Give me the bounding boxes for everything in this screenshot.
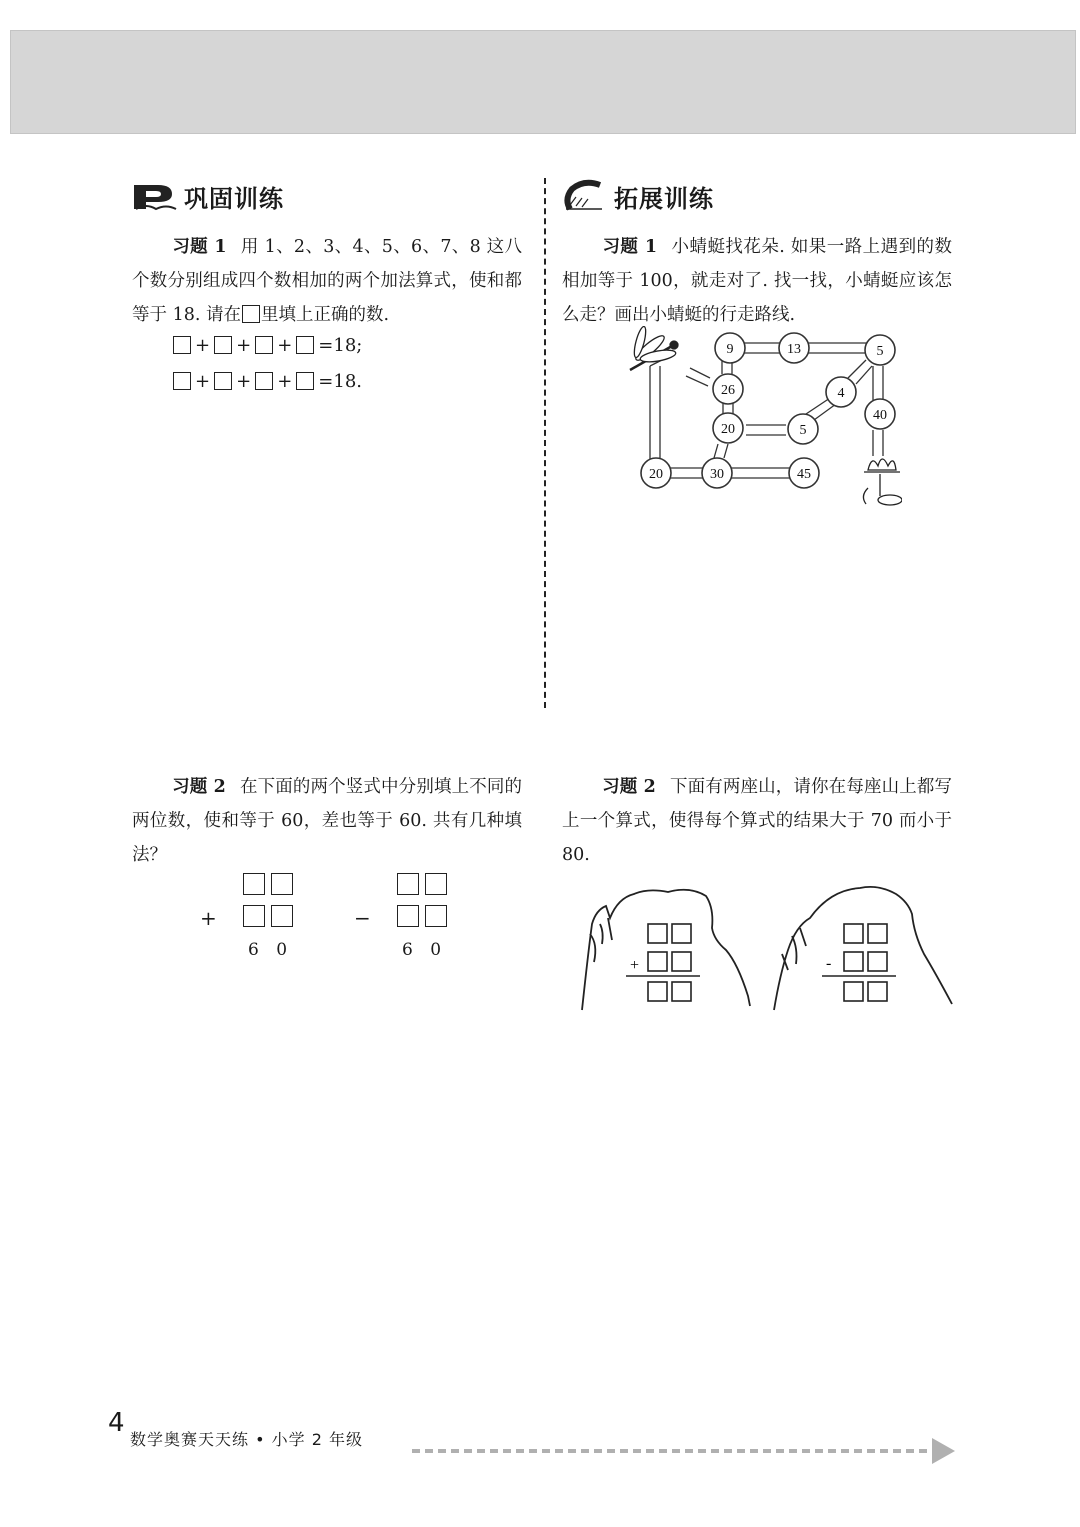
lotus-icon (863, 459, 902, 505)
maze-node: 40 (873, 408, 887, 423)
vertical-box (425, 905, 447, 927)
vertical-box (271, 905, 293, 927)
blank-box (296, 336, 314, 354)
section-logo-icon (562, 179, 608, 213)
section-logo-icon (132, 179, 178, 213)
vertical-box (397, 905, 419, 927)
plus-sign: + (200, 906, 217, 930)
left-section-heading: 巩固训练 (132, 178, 284, 214)
blank-box (214, 372, 232, 390)
maze-node: 13 (787, 342, 801, 357)
maze-node: 20 (721, 422, 735, 437)
book-title: 数学奥赛天天练 • 小学 2 年级 (130, 1430, 363, 1449)
mountains-figure (578, 884, 956, 1014)
maze-node: 20 (649, 467, 663, 482)
vertical-box (243, 905, 265, 927)
maze-node: 30 (710, 467, 724, 482)
blank-box (214, 336, 232, 354)
maze-node: 5 (799, 423, 807, 438)
vertical-box (243, 873, 265, 895)
page-number: 4 (108, 1408, 125, 1438)
right-section-heading: 拓展训练 (562, 178, 714, 214)
mountain-minus-sign: - (826, 955, 832, 972)
equation-row: + + + =18. (172, 364, 365, 398)
footer-arrow (412, 1436, 957, 1466)
vertical-difference-result: 6 0 (402, 940, 448, 960)
maze-node: 5 (876, 344, 884, 359)
vertical-box (397, 873, 419, 895)
vertical-sum-result: 6 0 (248, 940, 294, 960)
blank-box (173, 336, 191, 354)
vertical-box (271, 873, 293, 895)
blank-box (242, 305, 260, 323)
blank-box (296, 372, 314, 390)
right-ex1-text: 习题 1 小蜻蜓找花朵. 如果一路上遇到的数相加等于 100，就走对了. 找一找，小蜻蜓应该怎么走？画出小蜻蜓的行走路线. (562, 237, 952, 325)
dragonfly-maze-figure (610, 326, 902, 510)
column-divider (544, 178, 546, 708)
maze-node: 26 (721, 383, 735, 398)
vertical-box (425, 873, 447, 895)
mountain-plus-sign: + (630, 957, 640, 974)
maze-node: 4 (837, 386, 845, 401)
left-ex1-text: 习题 1 用 1、2、3、4、5、6、7、8 这八个数分别组成四个数相加的两个加法算式，使和都等于 18. 请在 里填上正确的数. (132, 237, 522, 325)
blank-box (255, 336, 273, 354)
mountain-left-texture (590, 918, 612, 962)
header-banner (10, 30, 1076, 134)
blank-box (173, 372, 191, 390)
maze-node: 45 (797, 467, 811, 482)
left-ex2-text: 习题 2 在下面的两个竖式中分别填上不同的两位数，使和等于 60，差也等于 60. 共有几种填法？ (132, 777, 523, 865)
maze-node: 9 (726, 342, 734, 357)
equation-row: + + + =18; (172, 328, 365, 362)
blank-box (255, 372, 273, 390)
minus-sign: − (354, 906, 371, 930)
right-ex2-text: 习题 2 下面有两座山，请你在每座山上都写上一个算式，使得每个算式的结果大于 70 而小于 80. (562, 777, 953, 865)
